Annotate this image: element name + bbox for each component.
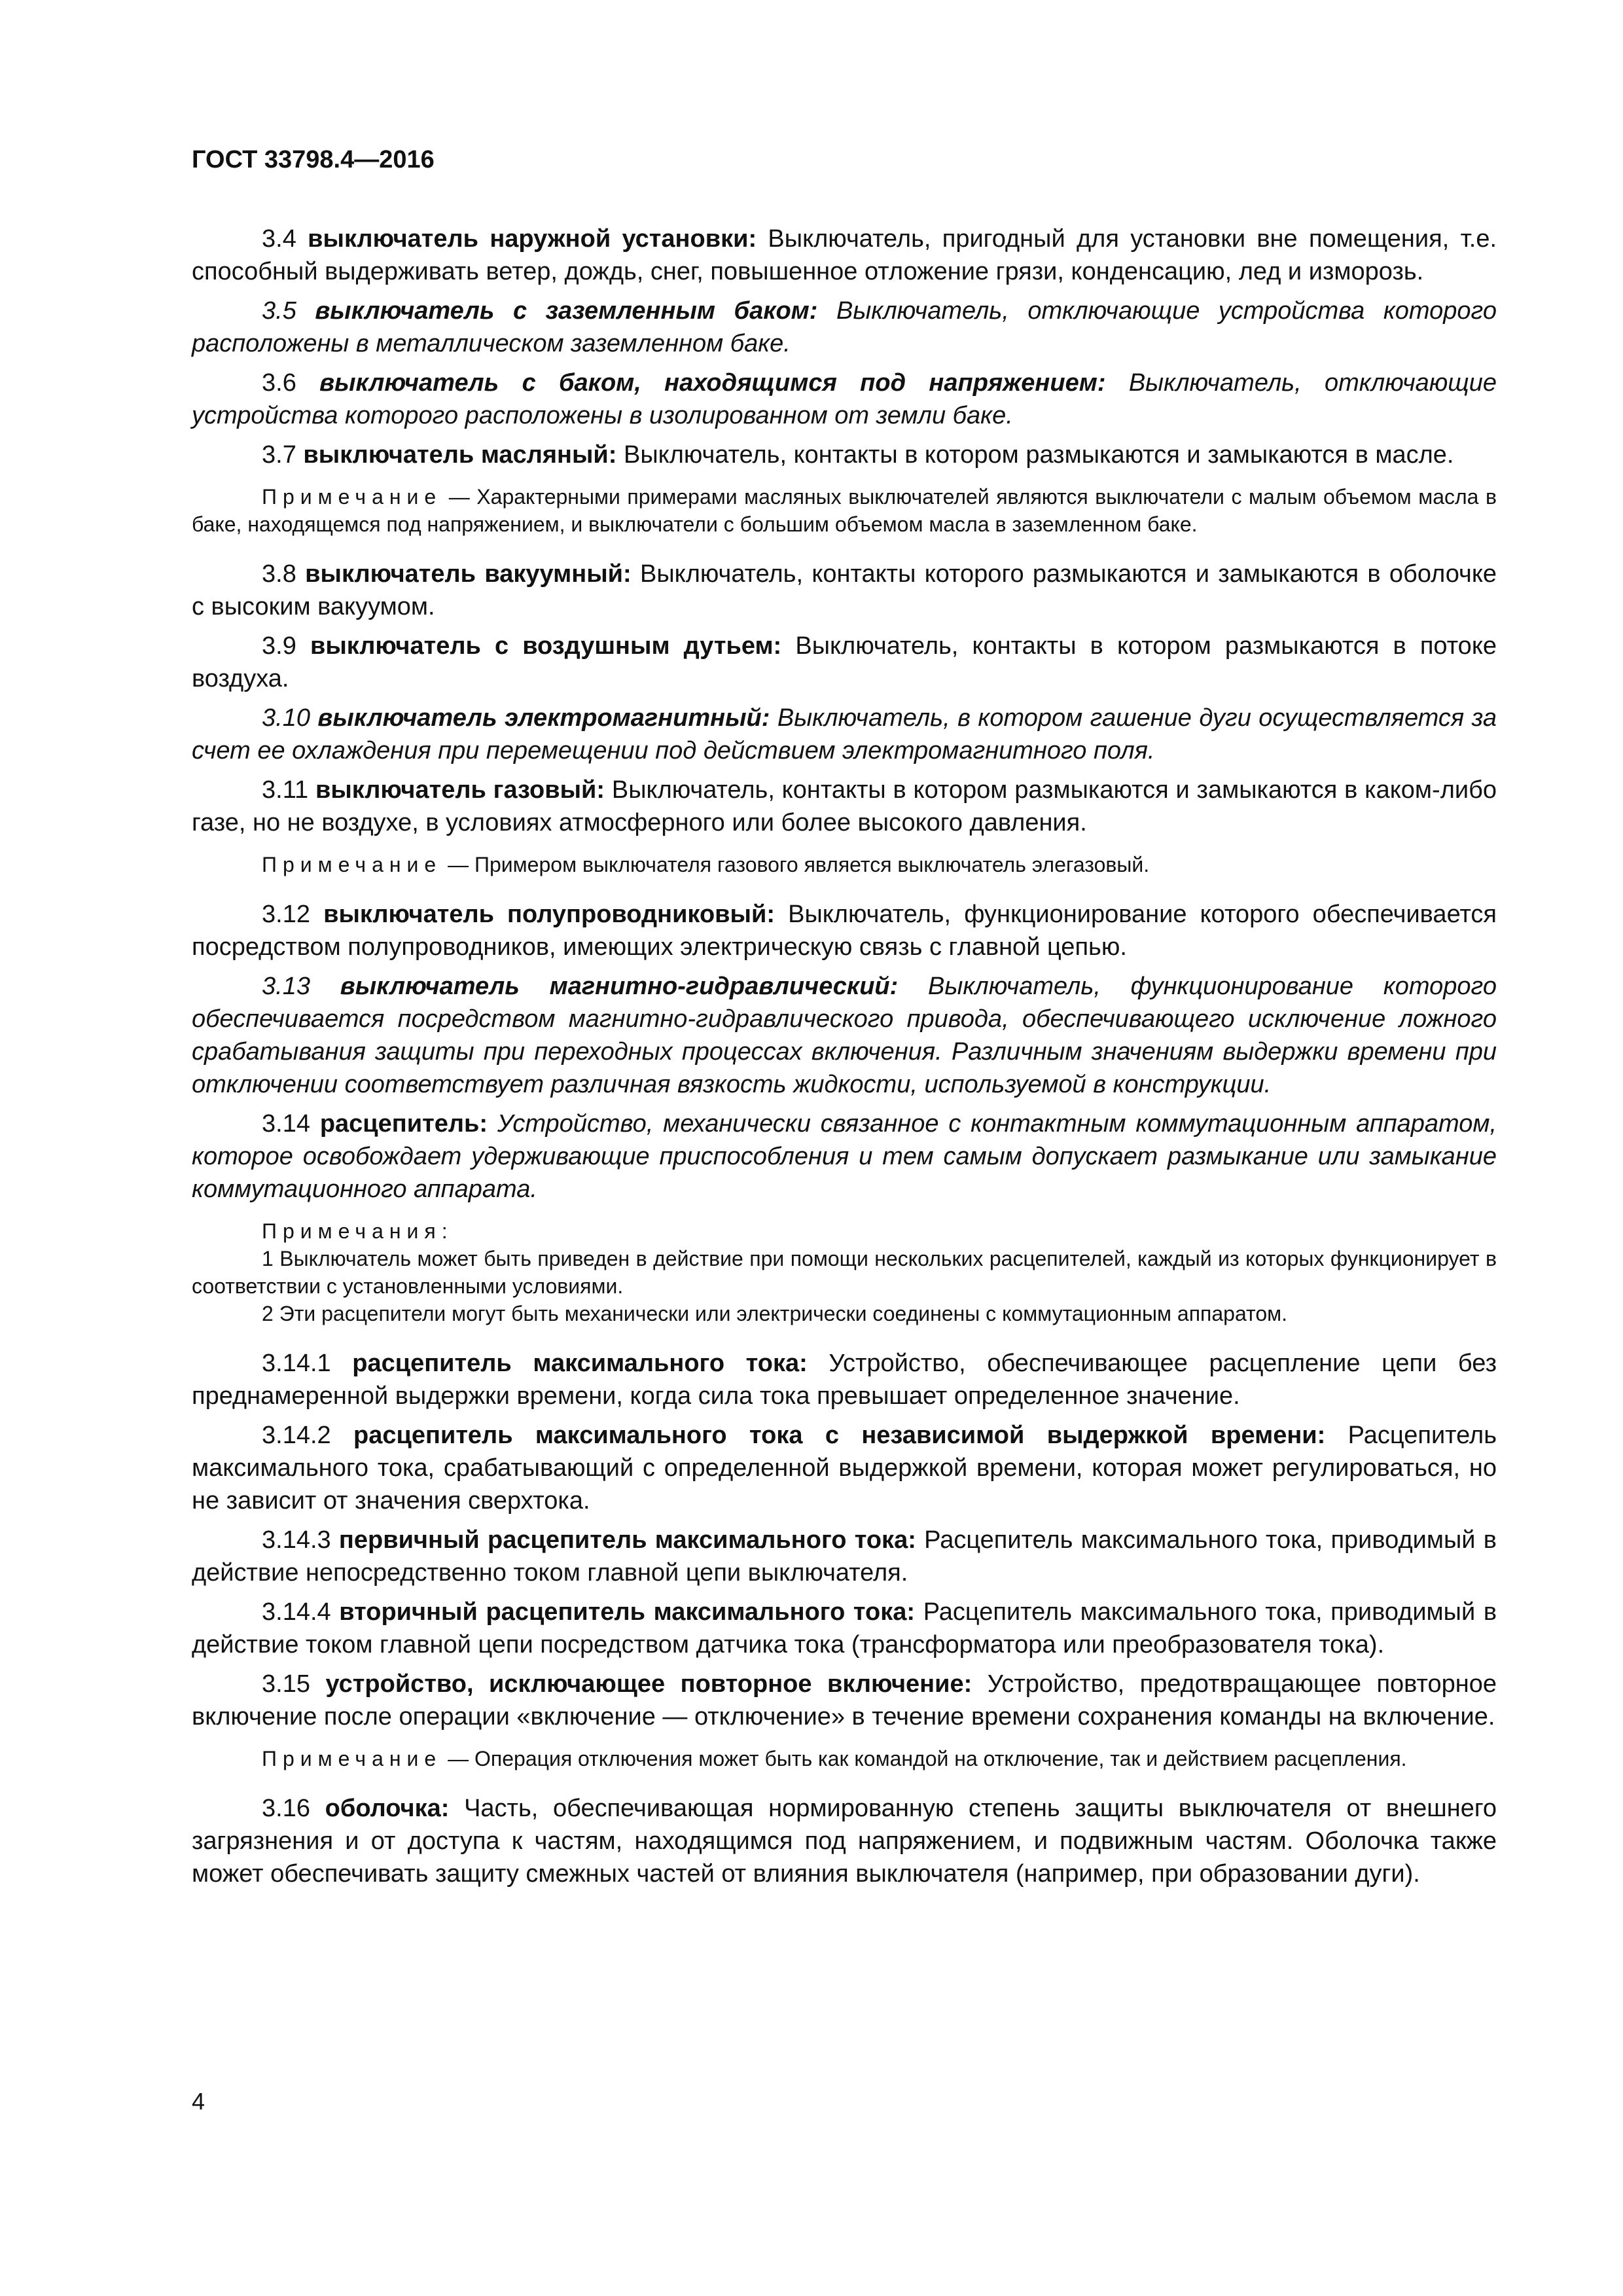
term-definition: Выключатель, в котором гашение дуги осуществляется за счет ее охлаждения при перемещении под действием электромагнитного поля. [192,704,1497,764]
term-number: 3.9 [262,632,296,660]
term-number: 3.8 [262,560,296,588]
term-title: выключатель масляный: [303,441,617,469]
notes-3-14 [192,1217,1497,1327]
term-definition: Устройство, механически связанное с контактным коммутационным аппаратом, которое освобождает удерживающие приспособления и тем самым допускает размыкание или замыкание коммутационного аппарата. [192,1110,1497,1203]
term-definition: Выключатель, контакты которого размыкаются и замыкаются в оболочке с высоким вакуумом. [192,560,1497,620]
term-3-9 [192,630,1497,695]
term-number: 3.15 [262,1670,310,1698]
term-title: выключатель с заземленным баком: [315,297,818,325]
term-title: расцепитель максимального тока: [352,1350,808,1377]
note-text: — Операция отключения может быть как командой на отключение, так и действием расцепления. [448,1747,1407,1770]
term-number: 3.14 [262,1110,310,1138]
term-definition: Выключатель, пригодный для установки вне помещения, т.е. способный выдерживать ветер, дождь, снег, повышенное отложение грязи, конденсацию, лед и изморозь. [192,225,1497,285]
term-number: 3.10 [262,704,310,732]
term-3-14-3 [192,1524,1497,1589]
term-title: выключатель газовый: [315,776,605,804]
term-3-15 [192,1668,1497,1733]
term-3-14-4 [192,1596,1497,1661]
term-3-5 [192,295,1497,360]
term-3-16 [192,1792,1497,1890]
note-text: — Характерными примерами масляных выключателей являются выключатели с малым объемом масла в баке, находящемся под напряжением, и выключатели с большим объемом масла в заземленном баке. [192,485,1497,536]
term-title: выключатель с воздушным дутьем: [310,632,782,660]
term-number: 3.11 [262,776,309,804]
term-3-14-1 [192,1347,1497,1412]
term-number: 3.4 [262,225,296,253]
term-title: расцепитель максимального тока с независимой выдержкой времени: [353,1422,1326,1449]
term-number: 3.14.2 [262,1422,331,1449]
term-title: вторичный расцепитель максимального тока: [339,1598,916,1626]
term-definition: Устройство, обеспечивающее расцепление цепи без преднамеренной выдержки времени, когда сила тока превышает определенное значение. [192,1350,1497,1410]
term-definition: Расцепитель максимального тока, срабатывающий с определенной выдержкой времени, которая может регулироваться, но не зависит от значения сверхтока. [192,1422,1497,1515]
term-3-6 [192,367,1497,432]
term-title: оболочка: [325,1795,450,1822]
term-definition: Выключатель, контакты в котором размыкаются в потоке воздуха. [192,632,1497,692]
term-definition: Устройство, предотвращающее повторное включение после операции «включение — отключение» в течение времени сохранения команды на включение. [192,1670,1497,1731]
term-3-14-2 [192,1419,1497,1517]
note-item: 1 Выключатель может быть приведен в действие при помощи нескольких расцепителей, каждый из которых функционирует в соответствии с установленными условиями. [192,1247,1497,1298]
term-definition: Выключатель, функционирование которого обеспечивается посредством магнитно-гидравлического привода, обеспечивающего исключение ложного срабатывания защиты при переходных процессах включения. Различным значениям выдержки времени при отключении соответствует различная вязкость жидкости, используемой в конструкции. [192,973,1497,1098]
term-definition: Расцепитель максимального тока, приводимый в действие непосредственно током главной цепи выключателя. [192,1526,1497,1587]
term-number: 3.12 [262,901,310,928]
note-3-15 [192,1745,1497,1772]
term-definition: Выключатель, контакты в котором размыкаются и замыкаются в масле. [624,441,1454,469]
term-definition: Часть, обеспечивающая нормированную степень защиты выключателя от внешнего загрязнения и от доступа к частям, находящимся под напряжением, и подвижным частям. Оболочка также может обеспечивать защиту смежных частей от влияния выключателя (например, при образовании дуги). [192,1795,1497,1888]
term-number: 3.14.4 [262,1598,331,1626]
term-definition: Выключатель, контакты в котором размыкаются и замыкаются в каком-либо газе, но не воздухе, в условиях атмосферного или более высокого давления. [192,776,1497,836]
term-3-10 [192,702,1497,767]
term-title: выключатель электромагнитный: [317,704,770,732]
term-3-8 [192,558,1497,623]
term-title: выключатель с баком, находящимся под напряжением: [319,369,1106,397]
note-label: Примечание [262,853,442,876]
term-title: устройство, исключающее повторное включение: [325,1670,972,1698]
term-number: 3.6 [262,369,296,397]
term-3-4 [192,223,1497,288]
document-body [192,223,1497,1897]
term-number: 3.14.3 [262,1526,331,1554]
term-title: первичный расцепитель максимального тока: [338,1526,916,1554]
note-item: 2 Эти расцепители могут быть механически или электрически соединены с коммутационным аппаратом. [262,1302,1288,1325]
note-text: — Примером выключателя газового является выключатель элегазовый. [448,853,1150,876]
page-number: 4 [192,2088,205,2115]
term-3-13 [192,970,1497,1101]
document-header: ГОСТ 33798.4—2016 [192,146,435,173]
term-number: 3.7 [262,441,296,469]
term-definition: Выключатель, функционирование которого обеспечивается посредством полупроводников, имеющих электрическую связь с главной цепью. [192,901,1497,961]
term-definition: Выключатель, отключающие устройства которого расположены в изолированном от земли баке. [192,369,1497,429]
term-number: 3.13 [262,973,310,1000]
note-label: Примечание [262,1747,442,1770]
term-definition: Выключатель, отключающие устройства которого расположены в металлическом заземленном баке. [192,297,1497,357]
term-title: выключатель полупроводниковый: [323,901,775,928]
term-title: расцепитель: [319,1110,488,1138]
term-title: выключатель наружной установки: [308,225,757,253]
term-number: 3.16 [262,1795,310,1822]
notes-label: Примечания: [262,1219,454,1243]
term-number: 3.5 [262,297,296,325]
term-number: 3.14.1 [262,1350,331,1377]
note-3-7 [192,483,1497,538]
term-title: выключатель магнитно-гидравлический: [340,973,899,1000]
term-3-14 [192,1107,1497,1206]
term-3-11 [192,774,1497,839]
note-3-11 [192,851,1497,878]
term-3-7 [192,439,1497,471]
term-definition: Расцепитель максимального тока, приводимый в действие током главной цепи посредством датчика тока (трансформатора или преобразователя тока). [192,1598,1497,1659]
note-label: Примечание [262,485,442,509]
term-title: выключатель вакуумный: [305,560,632,588]
term-3-12 [192,898,1497,963]
